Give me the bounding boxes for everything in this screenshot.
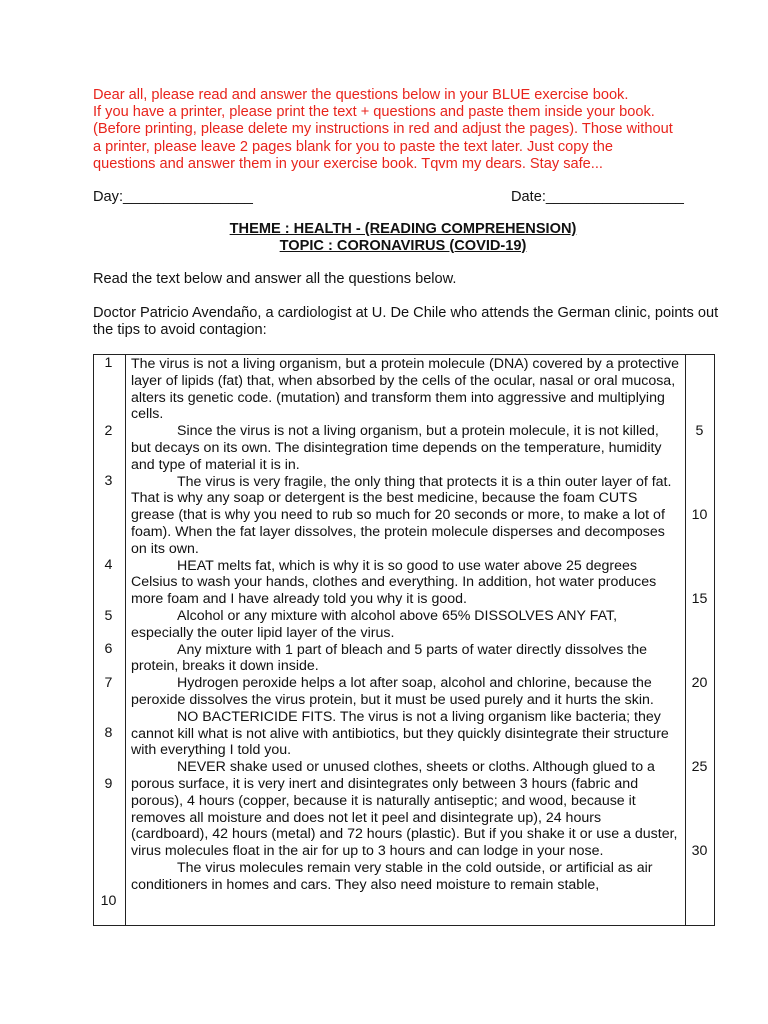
paragraph-number: 6 <box>104 641 113 657</box>
paragraph-number: 2 <box>104 423 113 439</box>
paragraph-number: 4 <box>104 557 113 573</box>
instruction-line: If you have a printer, please print the text + questions and paste them inside your book. <box>93 104 655 121</box>
paragraph-number: 7 <box>104 675 113 691</box>
paragraph-number: 9 <box>104 776 113 792</box>
line-number: 5 <box>695 423 704 439</box>
intro-text: Doctor Patricio Avendaño, a cardiologist at U. De Chile who attends the German clinic, points out the tips to avoid contagion: <box>93 305 719 338</box>
teacher-instructions <box>93 87 733 173</box>
paragraph-number: 8 <box>104 725 113 741</box>
paragraph-number: 3 <box>104 473 113 489</box>
paragraph: Since the virus is not a living organism, but a protein molecule, it is not killed, but decays on its own. The disintegration time depends on the temperature, humidity and type of material it is in. <box>131 423 662 473</box>
day-field: Day:________________ <box>93 189 253 205</box>
title-block <box>0 221 768 254</box>
paragraph: The virus is very fragile, the only thing that protects it is a thin outer layer of fat. That is why any soap or detergent is the best medicine, because the foam CUTS grease (that is why you need to rub so much for 20 seconds or more, to make a lot of foam). When the fat layer dissolves, the protein molecule disperses and decomposes on its own. <box>131 473 672 557</box>
theme-title: THEME : HEALTH - (READING COMPREHENSION) <box>229 221 577 237</box>
instruction-line: a printer, please leave 2 pages blank for you to paste the text later. Just copy the <box>93 138 614 155</box>
instruction-line: Dear all, please read and answer the questions below in your BLUE exercise book. <box>93 87 629 103</box>
instruction-line: questions and answer them in your exercise book. Tqvm my dears. Stay safe... <box>93 155 603 172</box>
line-number: 25 <box>691 759 708 775</box>
column-divider <box>125 355 126 925</box>
date-field: Date:_________________ <box>511 189 684 205</box>
topic-title: TOPIC : CORONAVIRUS (COVID-19) <box>279 237 527 254</box>
reading-text <box>131 356 681 924</box>
line-number: 15 <box>691 591 708 607</box>
paragraph: Hydrogen peroxide helps a lot after soap, alcohol and chlorine, because the peroxide dissolves the virus protein, but it must be used purely and it hurts the skin. <box>131 675 654 708</box>
paragraph: NO BACTERICIDE FITS. The virus is not a living organism like bacteria; they cannot kill what is not alive with antibiotics, but they quickly disintegrate their structure with everything I told you. <box>131 708 669 759</box>
line-number: 20 <box>691 675 708 691</box>
paragraph: The virus molecules remain very stable in the cold outside, or artificial as air conditioners in homes and cars. They also need moisture to remain stable, <box>131 859 653 893</box>
line-number: 30 <box>691 843 708 859</box>
paragraph: Any mixture with 1 part of bleach and 5 parts of water directly dissolves the protein, breaks it down inside. <box>131 641 647 675</box>
paragraph-number: 1 <box>104 355 113 371</box>
line-number: 10 <box>691 507 708 523</box>
paragraph-number: 10 <box>100 893 117 909</box>
instruction-line: (Before printing, please delete my instructions in red and adjust the pages). Those without <box>93 121 673 138</box>
paragraph: Alcohol or any mixture with alcohol above 65% DISSOLVES ANY FAT, especially the outer lipid layer of the virus. <box>131 607 618 641</box>
paragraph: NEVER shake used or unused clothes, sheets or cloths. Although glued to a porous surface, it is very inert and disintegrates only between 3 hours (fabric and porous), 4 hours (copper, because it is naturally antiseptic; and wood, because it removes all moisture and does not let it peel and disintegrate up), 24 hours (cardboard), 42 hours (metal) and 72 hours (plastic). But if you shake it or use a duster, virus molecules float in the air for up to 3 hours and can lodge in your nose. <box>131 759 678 860</box>
paragraph: HEAT melts fat, which is why it is so good to use water above 25 degrees Celsius to wash your hands, clothes and everything. In addition, hot water produces more foam and I have already told you why it is good. <box>131 557 657 608</box>
paragraph: The virus is not a living organism, but a protein molecule (DNA) covered by a protective layer of lipids (fat) that, when absorbed by the cells of the ocular, nasal or oral mucosa, alters its genetic code. (mutation) and transform them into aggressive and multiplying cells. <box>131 356 680 423</box>
read-instruction: Read the text below and answer all the questions below. <box>93 271 457 287</box>
paragraph-number: 5 <box>104 608 113 624</box>
column-divider <box>685 355 686 925</box>
